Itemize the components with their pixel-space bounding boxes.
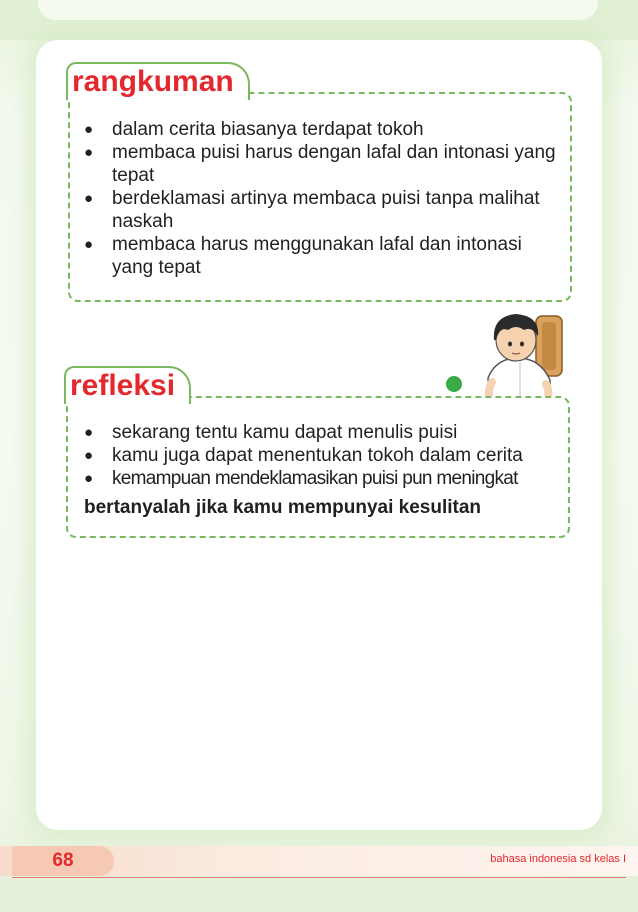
rangkuman-item-text: membaca puisi harus dengan lafal dan intonasi yang tepat	[112, 142, 556, 186]
refleksi-item	[82, 467, 562, 490]
top-card	[38, 0, 598, 20]
refleksi-item	[82, 421, 562, 444]
rangkuman-item	[82, 187, 562, 233]
rangkuman-item-text: berdeklamasi artinya membaca puisi tanpa malihat naskah	[112, 188, 540, 232]
green-dot-icon	[446, 376, 462, 392]
refleksi-list	[82, 421, 562, 490]
refleksi-item-text: sekarang tentu kamu dapat menulis puisi	[112, 422, 458, 443]
bullet-icon: ●	[84, 144, 94, 161]
bullet-icon: ●	[84, 236, 94, 253]
refleksi-item-text: kamu juga dapat menentukan tokoh dalam cerita	[112, 445, 523, 466]
page-number: 68	[12, 846, 114, 876]
bullet-icon: ●	[84, 424, 94, 441]
rangkuman-item-text: membaca harus menggunakan lafal dan intonasi yang tepat	[112, 234, 522, 278]
rangkuman-title: rangkuman	[66, 62, 250, 100]
footer-divider	[12, 877, 626, 878]
rangkuman-list	[82, 118, 562, 279]
bullet-icon: ●	[84, 190, 94, 207]
refleksi-closing: bertanyalah jika kamu mempunyai kesulitan	[84, 497, 482, 518]
rangkuman-item	[82, 141, 562, 187]
rangkuman-item	[82, 233, 562, 279]
bullet-icon: ●	[84, 470, 93, 487]
footer-book-title: bahasa indonesia sd kelas I	[490, 853, 626, 865]
bullet-icon: ●	[84, 447, 94, 464]
refleksi-item	[82, 444, 562, 467]
bullet-icon: ●	[84, 121, 94, 138]
rangkuman-item-text: dalam cerita biasanya terdapat tokoh	[112, 119, 424, 140]
rangkuman-item	[82, 118, 562, 141]
refleksi-title: refleksi	[64, 366, 191, 404]
refleksi-item-text: kemampuan mendeklamasikan puisi pun meningkat	[112, 468, 518, 489]
